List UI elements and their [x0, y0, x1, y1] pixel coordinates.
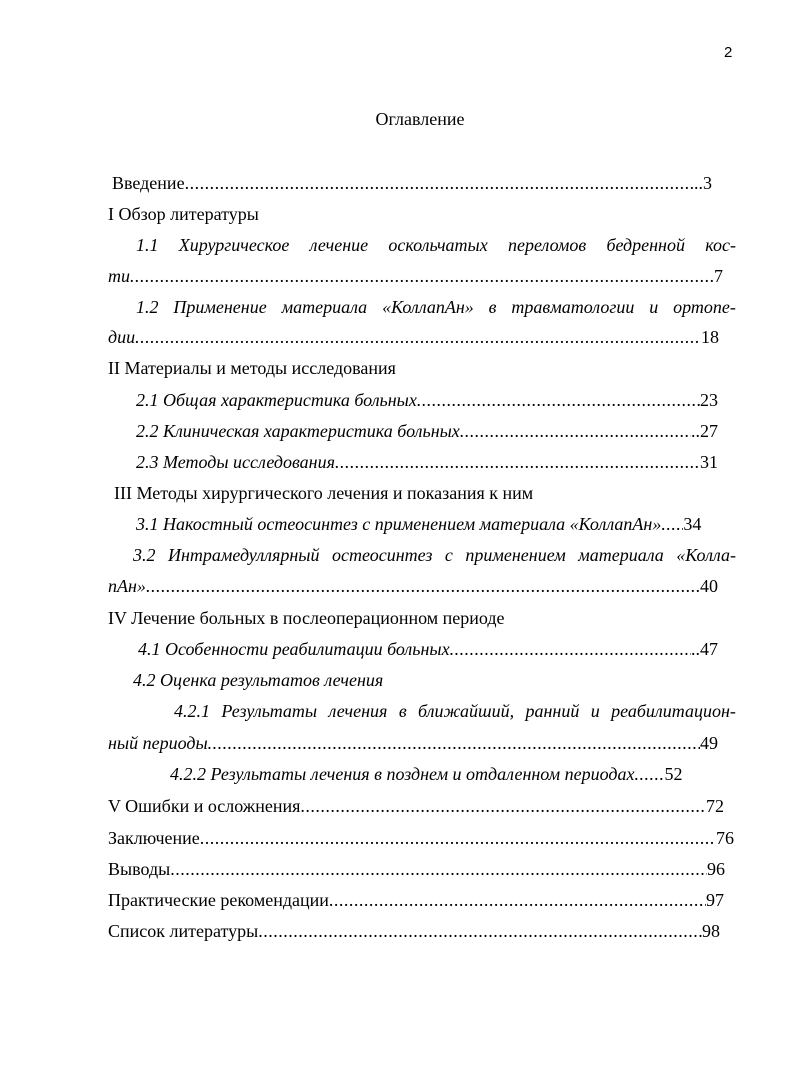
toc-entry-text: Практические рекомендации	[108, 890, 329, 910]
toc-entry-text: 4.1 Особенности реабилитации больных	[138, 639, 450, 659]
toc-page-number: 23	[700, 390, 718, 410]
toc-entry-3-1[interactable]	[136, 513, 722, 535]
toc-section-4[interactable]	[108, 607, 505, 629]
word: ближайший,	[418, 701, 515, 721]
toc-entry-3-2-line1[interactable]	[133, 544, 736, 566]
toc-entry-4-2-2[interactable]	[170, 763, 716, 785]
toc-entry-4-2-1-line2[interactable]	[108, 732, 718, 754]
toc-entry-text: 4.2 Оценка результатов лечения	[133, 670, 384, 690]
toc-entry-references[interactable]	[108, 920, 720, 942]
leader-dots	[258, 920, 702, 942]
leader-dots	[200, 827, 716, 849]
word: переломов	[507, 235, 587, 255]
toc-page-number: 72	[706, 796, 724, 816]
word: с	[444, 545, 453, 565]
toc-entry-text: Заключение	[108, 828, 200, 848]
leader-dots	[329, 889, 706, 911]
word: «Колла-	[676, 545, 736, 565]
leader-dots	[208, 732, 700, 754]
toc-entry-4-2[interactable]	[133, 669, 383, 691]
word: Хирургическое	[178, 235, 290, 255]
word: 4.2.1	[174, 701, 210, 721]
toc-entry-2-2[interactable]	[136, 420, 718, 442]
toc-page-number: 40	[700, 576, 718, 596]
toc-entry-text: II Материалы и методы исследования	[108, 358, 396, 378]
word: 3.2	[133, 545, 156, 565]
toc-entry-text: Введение	[112, 173, 185, 193]
toc-entry-text: ти	[108, 266, 130, 286]
toc-entry-4-1[interactable]	[138, 638, 718, 660]
toc-entry-text: 2.1 Общая характеристика больных	[136, 390, 417, 410]
toc-page-number: 98	[702, 921, 720, 941]
leader-dots	[335, 451, 700, 473]
toc-entry-1-1-line1[interactable]	[136, 234, 736, 256]
toc-entry-text: 2.3 Методы исследования	[136, 452, 335, 472]
toc-entry-conclusion[interactable]	[108, 827, 734, 849]
toc-entry-1-2-line1[interactable]	[136, 296, 736, 318]
word: бедренной	[606, 235, 685, 255]
word: лечения	[328, 701, 388, 721]
toc-entry-text: 2.2 Клиническая характеристика больных	[136, 421, 460, 441]
word: применением	[465, 545, 566, 565]
leader-dots	[460, 420, 691, 442]
word: в	[398, 701, 407, 721]
leader-dots	[661, 513, 683, 535]
toc-entry-2-1[interactable]	[136, 389, 718, 411]
word: 1.1	[136, 235, 159, 255]
page-title: Оглавление	[375, 109, 465, 129]
page-number: 2	[724, 44, 733, 61]
toc-section-5[interactable]	[108, 795, 724, 817]
word: 1.2	[136, 297, 159, 317]
toc-entry-text: Выводы	[108, 859, 171, 879]
toc-entry-3-2-line2[interactable]	[108, 575, 718, 597]
toc-page-number: ..47	[691, 639, 718, 659]
toc-page-number: 31	[700, 452, 718, 472]
toc-entry-text: дии	[108, 327, 136, 347]
word: ортопе-	[673, 297, 736, 317]
toc-page-number: 96	[707, 859, 725, 879]
toc-entry-text: I Обзор литературы	[108, 204, 259, 224]
toc-section-2[interactable]	[108, 357, 396, 379]
toc-section-1[interactable]	[108, 203, 259, 225]
toc-page-number: 97	[706, 890, 724, 910]
toc-page-number: 76	[716, 828, 734, 848]
toc-entry-2-3[interactable]	[136, 451, 718, 473]
toc-entry-text: 3.1 Накостный остеосинтез с применением материала «КоллапАн»	[136, 514, 662, 534]
leader-dots	[130, 265, 714, 287]
toc-page-number: 52	[664, 764, 683, 784]
leader-dots	[450, 638, 691, 660]
word: и	[590, 701, 600, 721]
leader-dots	[185, 172, 694, 194]
toc-entry-1-2-line2[interactable]	[108, 326, 719, 348]
leader-dots	[417, 389, 700, 411]
toc-section-3[interactable]	[114, 482, 533, 504]
word: материала	[578, 545, 664, 565]
word: «КоллапАн»	[382, 297, 474, 317]
toc-entry-text: IV Лечение больных в послеоперационном периоде	[108, 608, 505, 628]
toc-entry-introduction[interactable]	[112, 172, 712, 194]
leader-dots	[170, 858, 707, 880]
word: лечение	[309, 235, 369, 255]
word: травматологии	[511, 297, 635, 317]
toc-entry-text: Список литературы	[108, 921, 259, 941]
leader-dots	[146, 575, 700, 597]
toc-entry-text: 4.2.2 Результаты лечения в позднем и отдаленном периодах	[170, 764, 635, 784]
toc-entry-4-2-1-line1[interactable]	[174, 700, 736, 722]
toc-entry-text: пАн»	[108, 576, 146, 596]
word: Интрамедуллярный	[167, 545, 320, 565]
word: оскольчатых	[388, 235, 488, 255]
word: кос-	[705, 235, 736, 255]
word: и	[649, 297, 659, 317]
leader-dots	[135, 326, 701, 348]
toc-page-number: ..3	[694, 173, 712, 193]
word: остеосинтез	[331, 545, 433, 565]
toc-page-number: 34	[683, 514, 702, 534]
word: ранний	[525, 701, 580, 721]
toc-page-number: 7	[714, 266, 723, 286]
leader-dots	[634, 763, 664, 785]
toc-entry-text: III Методы хирургического лечения и показания к ним	[114, 483, 534, 503]
leader-dots	[300, 795, 706, 817]
toc-page-number: 49	[700, 733, 718, 753]
toc-entry-1-1-line2[interactable]	[108, 265, 723, 287]
word: Применение	[173, 297, 267, 317]
toc-entry-text: ный периоды	[108, 733, 208, 753]
toc-entry-recommendations[interactable]	[108, 889, 724, 911]
toc-entry-findings[interactable]	[108, 858, 725, 880]
word: реабилитацион-	[611, 701, 736, 721]
word: в	[488, 297, 497, 317]
toc-entry-text: V Ошибки и осложнения	[108, 796, 301, 816]
word: Результаты	[221, 701, 318, 721]
toc-page-number: 18	[701, 327, 719, 347]
word: материала	[281, 297, 368, 317]
toc-page-number: ..27	[691, 421, 718, 441]
